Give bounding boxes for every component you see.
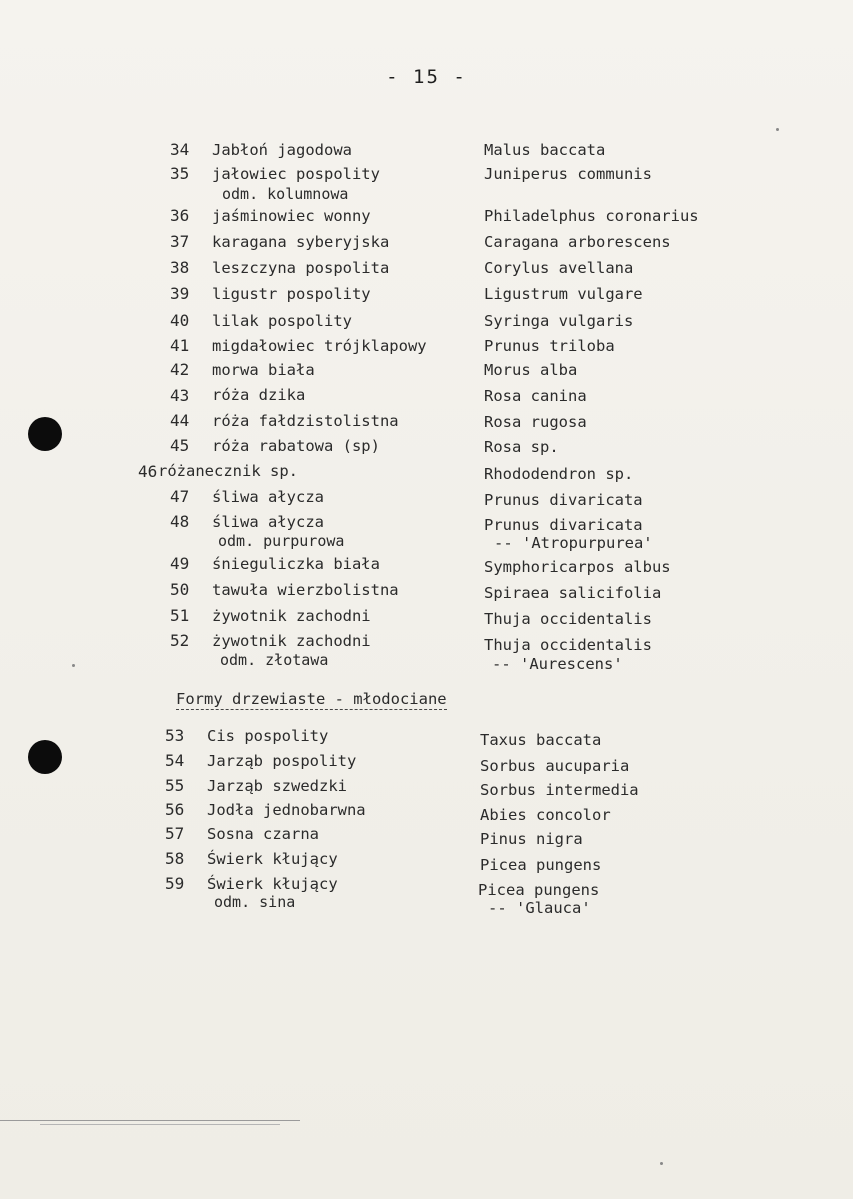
polish-name: Świerk kłujący — [207, 875, 338, 893]
latin-name: Picea pungens — [480, 856, 602, 874]
polish-variety: odm. kolumnowa — [222, 185, 349, 203]
entry-number: 58 — [165, 849, 185, 868]
polish-name: śliwa ałycza — [212, 513, 324, 531]
latin-name: Pinus nigra — [480, 830, 583, 848]
polish-name: migdałowiec trójklapowy — [212, 337, 427, 355]
speck — [72, 664, 75, 667]
entry-number: 34 — [170, 140, 190, 159]
polish-name: śnieguliczka biała — [212, 555, 380, 573]
latin-name: Syringa vulgaris — [484, 312, 634, 330]
latin-name: Corylus avellana — [484, 259, 634, 277]
punch-hole-top — [28, 417, 62, 451]
latin-cultivar: -- 'Aurescens' — [492, 655, 623, 673]
page-number: - 15 - — [386, 66, 467, 88]
bottom-edge-line-2 — [40, 1124, 280, 1125]
polish-name: róża fałdzistolistna — [212, 412, 399, 430]
latin-name: Spiraea salicifolia — [484, 584, 662, 602]
latin-name: Prunus divaricata — [484, 516, 643, 534]
entry-number: 41 — [170, 336, 190, 355]
latin-name: Sorbus intermedia — [480, 781, 639, 799]
latin-cultivar: -- 'Glauca' — [488, 899, 591, 917]
polish-name: Jabłoń jagodowa — [212, 141, 352, 159]
polish-name: różanecznik sp. — [158, 462, 298, 480]
latin-name: Malus baccata — [484, 141, 606, 159]
latin-name: Abies concolor — [480, 806, 611, 824]
polish-name: Jarząb szwedzki — [207, 777, 347, 795]
polish-name: śliwa ałycza — [212, 488, 324, 506]
punch-hole-bottom — [28, 740, 62, 774]
entry-number: 48 — [170, 512, 190, 531]
speck — [776, 128, 779, 131]
latin-name: Sorbus aucuparia — [480, 757, 630, 775]
entry-number: 46 — [138, 462, 158, 481]
polish-name: lilak pospolity — [212, 312, 352, 330]
latin-name: Rosa canina — [484, 387, 587, 405]
entry-number: 53 — [165, 726, 185, 745]
polish-variety: odm. purpurowa — [218, 532, 345, 550]
entry-number: 42 — [170, 360, 190, 379]
entry-number: 56 — [165, 800, 185, 819]
entry-number: 35 — [170, 164, 190, 183]
latin-name: Prunus divaricata — [484, 491, 643, 509]
polish-name: Jarząb pospolity — [207, 752, 357, 770]
polish-name: róża dzika — [212, 386, 306, 404]
entry-number: 43 — [170, 386, 190, 405]
polish-name: leszczyna pospolita — [212, 259, 390, 277]
entry-number: 57 — [165, 824, 185, 843]
entry-number: 45 — [170, 436, 190, 455]
entry-number: 49 — [170, 554, 190, 573]
latin-name: Juniperus communis — [484, 165, 652, 183]
polish-name: morwa biała — [212, 361, 315, 379]
latin-name: Picea pungens — [478, 881, 600, 899]
latin-name: Thuja occidentalis — [484, 636, 652, 654]
latin-name: Rosa sp. — [484, 438, 559, 456]
polish-variety: odm. złotawa — [220, 651, 329, 669]
polish-name: Świerk kłujący — [207, 850, 338, 868]
polish-name: ligustr pospolity — [212, 285, 371, 303]
entry-number: 36 — [170, 206, 190, 225]
entry-number: 55 — [165, 776, 185, 795]
entry-number: 52 — [170, 631, 190, 650]
entry-number: 39 — [170, 284, 190, 303]
entry-number: 38 — [170, 258, 190, 277]
polish-name: jaśminowiec wonny — [212, 207, 371, 225]
latin-name: Rhododendron sp. — [484, 465, 634, 483]
latin-name: Prunus triloba — [484, 337, 615, 355]
latin-name: Thuja occidentalis — [484, 610, 652, 628]
polish-name: tawuła wierzbolistna — [212, 581, 399, 599]
polish-variety: odm. sina — [214, 893, 296, 911]
latin-name: Symphoricarpos albus — [484, 558, 671, 576]
latin-cultivar: -- 'Atropurpurea' — [494, 534, 653, 552]
latin-name: Philadelphus coronarius — [484, 207, 699, 225]
entry-number: 44 — [170, 411, 190, 430]
polish-name: jałowiec pospolity — [212, 165, 380, 183]
entry-number: 51 — [170, 606, 190, 625]
latin-name: Caragana arborescens — [484, 233, 671, 251]
entry-number: 59 — [165, 874, 185, 893]
entry-number: 47 — [170, 487, 190, 506]
entry-number: 50 — [170, 580, 190, 599]
polish-name: róża rabatowa (sp) — [212, 437, 380, 455]
entry-number: 40 — [170, 311, 190, 330]
entry-number: 54 — [165, 751, 185, 770]
polish-name: Sosna czarna — [207, 825, 319, 843]
speck — [660, 1162, 663, 1165]
latin-name: Morus alba — [484, 361, 578, 379]
polish-name: żywotnik zachodni — [212, 607, 371, 625]
entry-number: 37 — [170, 232, 190, 251]
section-heading: Formy drzewiaste - młodociane — [176, 690, 447, 708]
bottom-edge-line — [0, 1120, 300, 1121]
latin-name: Ligustrum vulgare — [484, 285, 643, 303]
latin-name: Taxus baccata — [480, 731, 602, 749]
polish-name: karagana syberyjska — [212, 233, 390, 251]
polish-name: Cis pospolity — [207, 727, 329, 745]
polish-name: żywotnik zachodni — [212, 632, 371, 650]
polish-name: Jodła jednobarwna — [207, 801, 366, 819]
latin-name: Rosa rugosa — [484, 413, 587, 431]
